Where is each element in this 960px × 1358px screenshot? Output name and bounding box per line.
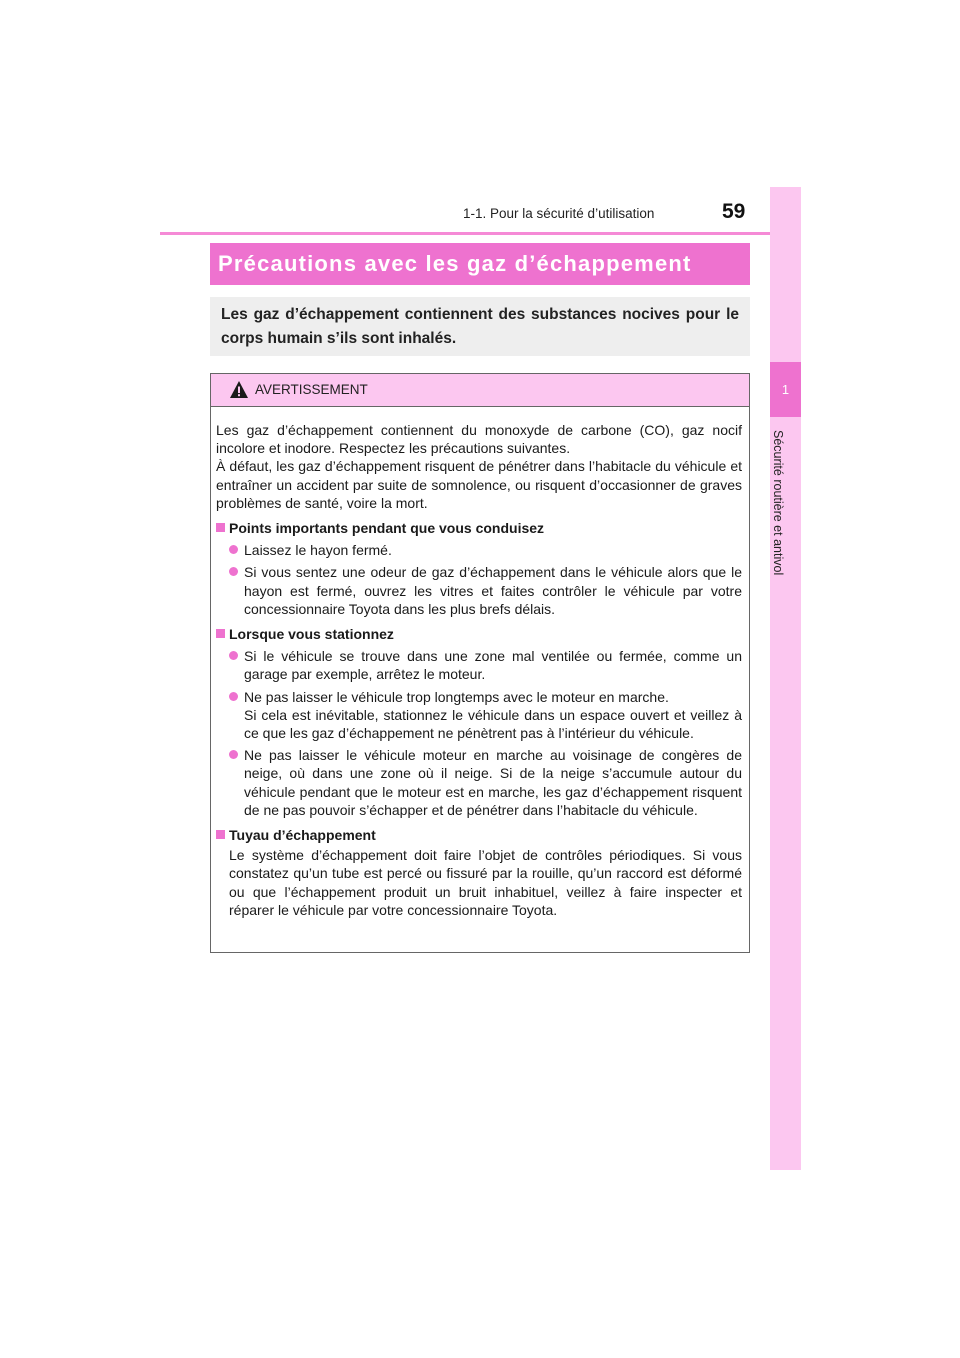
chapter-number: 1 bbox=[770, 362, 801, 417]
list-item bbox=[229, 647, 742, 683]
header-divider bbox=[160, 232, 800, 235]
round-bullet-icon bbox=[229, 750, 238, 759]
round-bullet-icon bbox=[229, 567, 238, 576]
list-item-text: Si le véhicule se trouve dans une zone mal ventilée ou fermée, comme un garage par exemple, arrêtez le moteur. bbox=[244, 648, 742, 683]
warning-box bbox=[210, 373, 750, 953]
list-item-text: Ne pas laisser le véhicule moteur en marche au voisinage de congères de neige, où dans une zone où il neige. Si de la neige s’accumule autour du véhicule pendant que le moteur est en marche, les gaz d’échappement risquent de ne pas pouvoir s’échapper et de pénétrer dans l’habitacle du véhicule. bbox=[244, 747, 742, 818]
list-item-continuation: Si cela est inévitable, stationnez le véhicule dans un espace ouvert et veillez à ce que les gaz d’échappement ne pénètrent pas à l’intérieur du véhicule. bbox=[244, 706, 742, 742]
list-item bbox=[229, 746, 742, 819]
section-heading-exhaust-pipe bbox=[216, 826, 742, 844]
page-number: 59 bbox=[722, 200, 746, 223]
chapter-side-tab bbox=[770, 187, 801, 1170]
section-heading-driving bbox=[216, 519, 742, 537]
list-item-text: Si vous sentez une odeur de gaz d’échappement dans le véhicule alors que le hayon est fermé, ouvrez les vitres et faites contrôler le véhicule par votre concessionnaire Toyota dans les plus brefs délais. bbox=[244, 564, 742, 617]
list-item-text: Laissez le hayon fermé. bbox=[244, 542, 392, 559]
section-heading-text: Points importants pendant que vous conduisez bbox=[229, 520, 545, 537]
square-bullet-icon bbox=[216, 629, 225, 638]
chapter-title: Sécurité routière et antivol bbox=[771, 430, 785, 576]
list-item-text: Ne pas laisser le véhicule trop longtemps avec le moteur en marche. bbox=[244, 688, 669, 705]
list-item bbox=[229, 541, 742, 559]
round-bullet-icon bbox=[229, 651, 238, 660]
section-heading-text: Tuyau d’échappement bbox=[229, 827, 376, 844]
section-breadcrumb: 1-1. Pour la sécurité d’utilisation bbox=[463, 206, 655, 221]
list-item bbox=[229, 688, 742, 743]
warning-paragraph: Les gaz d’échappement contiennent du monoxyde de carbone (CO), gaz nocif incolore et inodore. Respectez les précautions suivantes. bbox=[216, 422, 742, 457]
list-item bbox=[229, 563, 742, 618]
round-bullet-icon bbox=[229, 545, 238, 554]
warning-header bbox=[211, 374, 749, 407]
intro-summary: Les gaz d’échappement contiennent des substances nocives pour le corps humain s’ils sont inhalés. bbox=[210, 297, 750, 356]
warning-triangle-icon bbox=[229, 380, 249, 400]
section-heading-parking bbox=[216, 625, 742, 643]
square-bullet-icon bbox=[216, 830, 225, 839]
section-heading-text: Lorsque vous stationnez bbox=[229, 626, 394, 643]
section-text: Le système d’échappement doit faire l’objet de contrôles périodiques. Si vous constatez qu’un tube est percé ou fissuré par la rouille, qu’un raccord est déformé ou que l’échappement produit un bruit inhabituel, veillez à faire inspecter et réparer le véhicule par votre concessionnaire Toyota. bbox=[229, 847, 742, 918]
warning-paragraph: À défaut, les gaz d’échappement risquent de pénétrer dans l’habitacle du véhicule et entraîner un accident par suite de somnolence, ou risquent d’occasionner de graves problèmes de santé, voire la mort. bbox=[216, 458, 742, 511]
page-title: Précautions avec les gaz d’échappement bbox=[210, 243, 750, 285]
square-bullet-icon bbox=[216, 523, 225, 532]
warning-body bbox=[211, 407, 749, 919]
warning-label: AVERTISSEMENT bbox=[255, 382, 368, 397]
round-bullet-icon bbox=[229, 692, 238, 701]
